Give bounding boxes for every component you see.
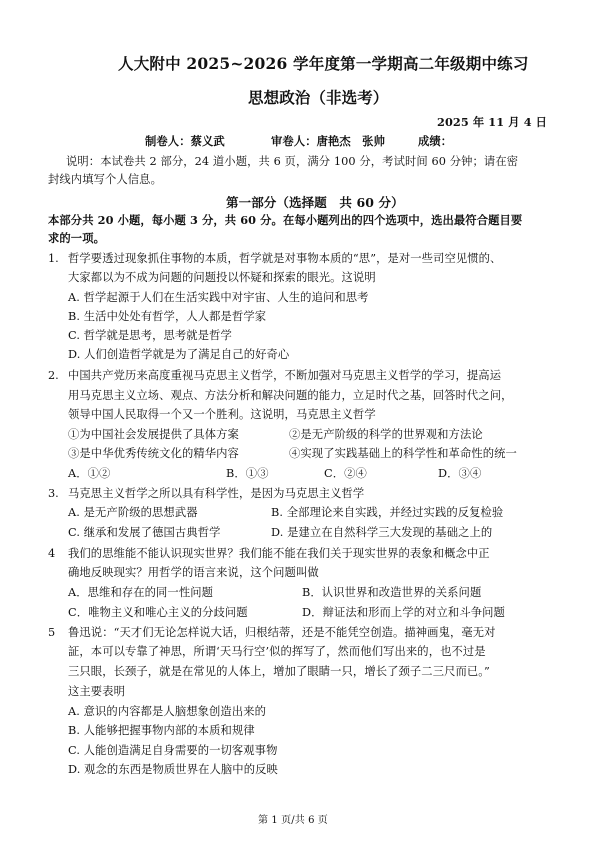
question-stem: 三只眼，长颈子，就是在常见的人体上，增加了眼睛一只，增长了颈子二三尺而已。” bbox=[68, 665, 490, 678]
question-number: 3. bbox=[48, 487, 59, 500]
option-c: C. 继承和发展了德国古典哲学 bbox=[68, 526, 221, 539]
question-stem: 哲学要透过现象抓住事物的本质，哲学就是对事物本质的“思”，是对一些司空见惯的、 bbox=[68, 252, 502, 265]
question-stem: 确地反映现实？用哲学的语言来说，这个问题叫做 bbox=[68, 566, 319, 579]
notice-line-2: 封线内填写个人信息。 bbox=[48, 173, 162, 186]
exam-title: 人大附中 2025~2026 学年度第一学期高二年级期中练习 bbox=[118, 54, 529, 73]
question-stem: 马克思主义哲学之所以具有科学性，是因为马克思主义哲学 bbox=[68, 487, 365, 500]
score-label: 成绩： bbox=[418, 134, 453, 148]
option-c: C. 人能创造满足自身需要的一切客观事物 bbox=[68, 744, 278, 757]
reviewer-label: 审卷人：唐艳杰 张帅 bbox=[271, 134, 385, 148]
question-number: 1. bbox=[48, 252, 59, 265]
statement-item: ④实现了实践基础上的科学性和革命性的统一 bbox=[289, 447, 517, 460]
option-b: B. 生活中处处有哲学，人人都是哲学家 bbox=[68, 310, 267, 323]
option-c: C. 哲学就是思考，思考就是哲学 bbox=[68, 329, 232, 342]
option-a: A．①② bbox=[68, 467, 111, 480]
question-stem: 我们的思维能不能认识现实世界？我们能不能在我们关于现实世界的表象和概念中正 bbox=[68, 547, 490, 560]
option-d: D. 人们创造哲学就是为了满足自己的好奇心 bbox=[68, 348, 290, 361]
question-stem: 中国共产党历来高度重视马克思主义哲学，不断加强对马克思主义哲学的学习，提高运 bbox=[68, 369, 502, 382]
option-b: B. 人能够把握事物内部的本质和规律 bbox=[68, 724, 255, 737]
option-b: B. 全部理论来自实践，并经过实践的反复检验 bbox=[271, 506, 504, 519]
question-stem: 鲁迅说：“天才们无论怎样说大话，归根结蒂，还是不能凭空创造。描神画鬼，毫无对 bbox=[68, 626, 496, 639]
option-b: B．①③ bbox=[226, 467, 269, 480]
exam-date: 2025 年 11 月 4 日 bbox=[437, 115, 548, 129]
option-a: A. 意识的内容都是人脑想象创造出来的 bbox=[68, 705, 266, 718]
statement-item: ③是中华优秀传统文化的精华内容 bbox=[68, 447, 239, 460]
page-number: 第 1 页/共 6 页 bbox=[258, 815, 328, 826]
option-c: C．②④ bbox=[324, 467, 367, 480]
question-number: 5 bbox=[48, 626, 56, 639]
part1-intro-1: 本部分共 20 小题，每小题 3 分，共 60 分。在每小题列出的四个选项中，选出最符合题目要 bbox=[48, 213, 523, 227]
option-a: A. 是无产阶级的思想武器 bbox=[68, 506, 198, 519]
question-stem: 用马克思主义立场、观点、方法分析和解决问题的能力，立足时代之基，回答时代之问， bbox=[68, 389, 513, 402]
question-number: 4 bbox=[48, 547, 56, 560]
question-stem: 証，本可以专靠了神思，所谓‘天马行空’似的挥写了，然而他们写出来的，也不过是 bbox=[68, 645, 486, 658]
option-a: A．思维和存在的同一性问题 bbox=[68, 586, 214, 599]
option-a: A. 哲学起源于人们在生活实践中对宇宙、人生的追问和思考 bbox=[68, 291, 369, 304]
statement-item: ②是无产阶级的科学的世界观和方法论 bbox=[289, 428, 483, 441]
option-b: B．认识世界和改造世界的关系问题 bbox=[302, 586, 482, 599]
statement-item: ①为中国社会发展提供了具体方案 bbox=[68, 428, 239, 441]
question-stem: 领导中国人民取得一个又一个胜利。这说明，马克思主义哲学 bbox=[68, 408, 376, 421]
exam-subtitle: 思想政治（非选考） bbox=[248, 88, 389, 107]
option-d: D. 是建立在自然科学三大发现的基础之上的 bbox=[271, 526, 493, 539]
question-stem: 大家都以为不成为问题的问题投以怀疑和探索的眼光。这说明 bbox=[68, 271, 376, 284]
notice-line-1: 说明：本试卷共 2 部分，24 道小题，共 6 页，满分 100 分，考试时间 60 分钟；请在密 bbox=[66, 155, 519, 168]
option-d: D. 观念的东西是物质世界在人脑中的反映 bbox=[68, 763, 278, 776]
part1-intro-2: 求的一项。 bbox=[48, 231, 105, 245]
question-number: 2. bbox=[48, 369, 59, 382]
question-stem: 这主要表明 bbox=[68, 685, 125, 698]
option-d: D．辩证法和形而上学的对立和斗争问题 bbox=[302, 606, 505, 619]
maker-label: 制卷人：蔡义武 bbox=[145, 134, 225, 148]
option-d: D．③④ bbox=[438, 467, 482, 480]
option-c: C．唯物主义和唯心主义的分歧问题 bbox=[68, 606, 248, 619]
part1-heading: 第一部分（选择题 共 60 分） bbox=[226, 195, 404, 210]
